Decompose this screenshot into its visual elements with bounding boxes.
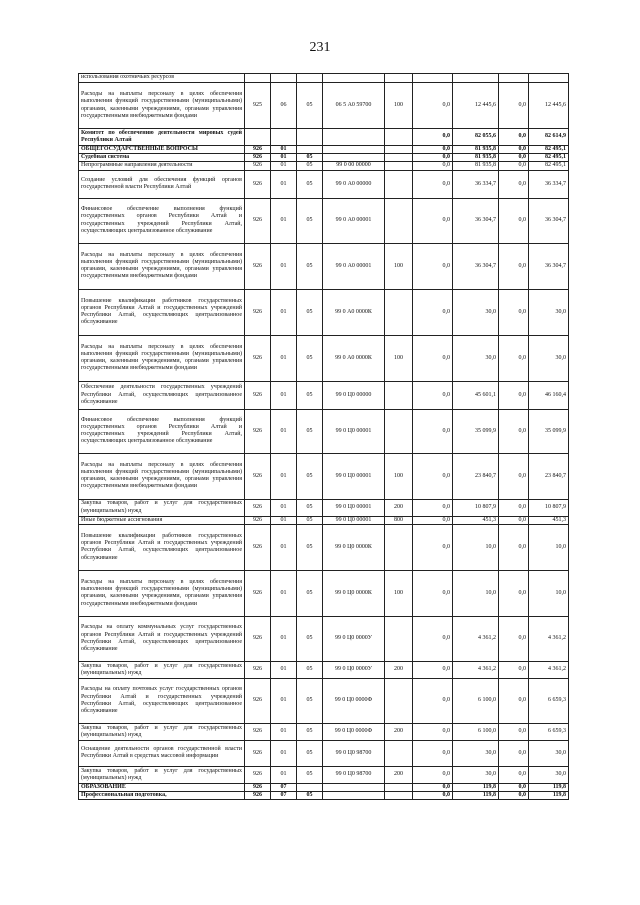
amount-3-cell: 0,0 — [499, 289, 529, 335]
amount-4-cell: 6 659,3 — [529, 678, 569, 723]
subsection-code-cell: 05 — [297, 289, 323, 335]
table-row — [79, 381, 569, 409]
expense-type-cell — [385, 74, 413, 83]
subsection-code-cell: 05 — [297, 616, 323, 661]
amount-1-cell: 0,0 — [413, 499, 453, 516]
target-article-cell: 99 0 А0 00001 — [323, 198, 385, 243]
amount-3-cell: 0,0 — [499, 162, 529, 170]
amount-4-cell: 82 495,1 — [529, 162, 569, 170]
amount-1-cell: 0,0 — [413, 243, 453, 289]
expense-type-cell — [385, 289, 413, 335]
amount-1-cell: 0,0 — [413, 335, 453, 381]
ved-code-cell: 926 — [245, 170, 271, 198]
amount-4-cell: 46 160,4 — [529, 381, 569, 409]
target-article-cell: 99 0 А0 0000К — [323, 335, 385, 381]
amount-2-cell: 4 361,2 — [453, 616, 499, 661]
ved-code-cell — [245, 129, 271, 146]
section-code-cell: 06 — [271, 83, 297, 129]
amount-4-cell: 82 495,1 — [529, 154, 569, 162]
amount-4-cell: 23 840,7 — [529, 453, 569, 499]
subsection-code-cell: 05 — [297, 335, 323, 381]
amount-2-cell: 10 807,9 — [453, 499, 499, 516]
ved-code-cell: 926 — [245, 409, 271, 453]
amount-3-cell: 0,0 — [499, 170, 529, 198]
target-article-cell — [323, 129, 385, 146]
row-name-cell: ОБРАЗОВАНИЕ — [79, 783, 245, 791]
row-name-cell: Расходы на выплаты персоналу в целях обеспечения выполнения функций государственными (муниципальными) органами, казенными учреждениями, органами управления государственными внебюджетными фондами — [79, 335, 245, 381]
amount-3-cell: 0,0 — [499, 381, 529, 409]
table-row — [79, 499, 569, 516]
row-name-cell: использования охотничьих ресурсов — [79, 74, 245, 83]
amount-3-cell: 0,0 — [499, 516, 529, 524]
expense-type-cell — [385, 409, 413, 453]
amount-1-cell — [413, 74, 453, 83]
section-code-cell: 01 — [271, 162, 297, 170]
row-name-cell: Повышение квалификации работников государственных органов Республики Алтай и государственных учреждений Республики Алтай, осуществляющих централизованное обслуживание — [79, 289, 245, 335]
subsection-code-cell — [297, 146, 323, 154]
section-code-cell: 01 — [271, 243, 297, 289]
expense-type-cell — [385, 170, 413, 198]
row-name-cell: Комитет по обеспечению деятельности мировых судей Республики Алтай — [79, 129, 245, 146]
table-row — [79, 243, 569, 289]
expense-type-cell: 800 — [385, 516, 413, 524]
target-article-cell — [323, 74, 385, 83]
amount-1-cell: 0,0 — [413, 792, 453, 800]
row-name-cell: Судебная система — [79, 154, 245, 162]
expense-type-cell — [385, 740, 413, 766]
amount-4-cell: 36 304,7 — [529, 198, 569, 243]
amount-1-cell: 0,0 — [413, 162, 453, 170]
expense-type-cell — [385, 198, 413, 243]
target-article-cell: 99 0 Ц0 98700 — [323, 740, 385, 766]
row-name-cell: Повышение квалификации работников государственных органов Республики Алтай и государственных учреждений Республики Алтай, осуществляющих централизованное обслуживание — [79, 524, 245, 570]
table-row — [79, 766, 569, 783]
amount-4-cell: 4 361,2 — [529, 661, 569, 678]
expense-type-cell — [385, 616, 413, 661]
amount-1-cell: 0,0 — [413, 381, 453, 409]
amount-1-cell: 0,0 — [413, 524, 453, 570]
subsection-code-cell: 05 — [297, 740, 323, 766]
amount-2-cell: 119,8 — [453, 783, 499, 791]
section-code-cell: 01 — [271, 381, 297, 409]
row-name-cell: Оснащение деятельности органов государственной власти Республики Алтай в средствах массовой информации — [79, 740, 245, 766]
section-code-cell: 01 — [271, 154, 297, 162]
expense-type-cell — [385, 381, 413, 409]
expense-type-cell — [385, 783, 413, 791]
expense-type-cell: 200 — [385, 766, 413, 783]
budget-table — [78, 73, 569, 800]
amount-4-cell: 36 334,7 — [529, 170, 569, 198]
section-code-cell: 01 — [271, 499, 297, 516]
subsection-code-cell: 05 — [297, 723, 323, 740]
row-name-cell: Финансовое обеспечение выполнения функций государственных органов Республики Алтай и государственных учреждений Республики Алтай, осуществляющих централизованное обслуживание — [79, 409, 245, 453]
section-code-cell: 01 — [271, 170, 297, 198]
ved-code-cell: 925 — [245, 83, 271, 129]
row-name-cell: Закупка товаров, работ и услуг для государственных (муниципальных) нужд — [79, 766, 245, 783]
ved-code-cell: 926 — [245, 524, 271, 570]
amount-2-cell: 35 099,9 — [453, 409, 499, 453]
ved-code-cell: 926 — [245, 783, 271, 791]
amount-1-cell: 0,0 — [413, 616, 453, 661]
amount-1-cell: 0,0 — [413, 570, 453, 616]
ved-code-cell: 926 — [245, 146, 271, 154]
row-name-cell: Расходы на выплаты персоналу в целях обеспечения выполнения функций государственными (муниципальными) органами, казенными учреждениями, органами управления государственными внебюджетными фондами — [79, 83, 245, 129]
ved-code-cell — [245, 74, 271, 83]
amount-1-cell: 0,0 — [413, 146, 453, 154]
amount-3-cell: 0,0 — [499, 83, 529, 129]
table-row — [79, 678, 569, 723]
amount-2-cell: 30,0 — [453, 289, 499, 335]
row-name-cell: Иные бюджетные ассигнования — [79, 516, 245, 524]
row-name-cell: Закупка товаров, работ и услуг для государственных (муниципальных) нужд — [79, 499, 245, 516]
ved-code-cell: 926 — [245, 381, 271, 409]
ved-code-cell: 926 — [245, 740, 271, 766]
amount-1-cell: 0,0 — [413, 83, 453, 129]
subsection-code-cell: 05 — [297, 766, 323, 783]
amount-2-cell: 451,3 — [453, 516, 499, 524]
row-name-cell: Финансовое обеспечение выполнения функций государственных органов Республики Алтай и государственных учреждений Республики Алтай, осуществляющих централизованное обслуживание — [79, 198, 245, 243]
section-code-cell: 01 — [271, 289, 297, 335]
section-code-cell: 01 — [271, 146, 297, 154]
amount-3-cell: 0,0 — [499, 243, 529, 289]
section-code-cell: 01 — [271, 766, 297, 783]
target-article-cell — [323, 146, 385, 154]
subsection-code-cell: 05 — [297, 83, 323, 129]
ved-code-cell: 926 — [245, 198, 271, 243]
subsection-code-cell: 05 — [297, 162, 323, 170]
amount-1-cell: 0,0 — [413, 766, 453, 783]
target-article-cell: 99 0 Ц0 0000К — [323, 524, 385, 570]
amount-2-cell: 81 935,8 — [453, 146, 499, 154]
section-code-cell: 01 — [271, 661, 297, 678]
section-code-cell — [271, 74, 297, 83]
amount-2-cell: 81 935,8 — [453, 162, 499, 170]
expense-type-cell — [385, 154, 413, 162]
table-row — [79, 83, 569, 129]
expense-type-cell — [385, 162, 413, 170]
amount-2-cell: 45 601,1 — [453, 381, 499, 409]
target-article-cell — [323, 792, 385, 800]
amount-1-cell: 0,0 — [413, 678, 453, 723]
amount-4-cell: 10,0 — [529, 524, 569, 570]
table-row — [79, 661, 569, 678]
amount-3-cell: 0,0 — [499, 524, 529, 570]
amount-3-cell: 0,0 — [499, 723, 529, 740]
amount-3-cell: 0,0 — [499, 678, 529, 723]
amount-4-cell: 10,0 — [529, 570, 569, 616]
subsection-code-cell: 05 — [297, 381, 323, 409]
target-article-cell: 06 5 А0 59700 — [323, 83, 385, 129]
amount-2-cell: 10,0 — [453, 570, 499, 616]
amount-2-cell: 36 334,7 — [453, 170, 499, 198]
target-article-cell: 99 0 А0 0000К — [323, 289, 385, 335]
amount-3-cell: 0,0 — [499, 154, 529, 162]
amount-2-cell: 10,0 — [453, 524, 499, 570]
amount-4-cell: 10 807,9 — [529, 499, 569, 516]
amount-2-cell: 36 304,7 — [453, 243, 499, 289]
amount-3-cell: 0,0 — [499, 766, 529, 783]
table-row — [79, 129, 569, 146]
subsection-code-cell: 05 — [297, 524, 323, 570]
subsection-code-cell: 05 — [297, 516, 323, 524]
section-code-cell: 01 — [271, 524, 297, 570]
target-article-cell: 99 0 А0 00001 — [323, 243, 385, 289]
table-row — [79, 516, 569, 524]
target-article-cell: 99 0 А0 00000 — [323, 170, 385, 198]
target-article-cell: 99 0 Ц0 00001 — [323, 453, 385, 499]
subsection-code-cell: 05 — [297, 409, 323, 453]
amount-2-cell: 12 445,6 — [453, 83, 499, 129]
target-article-cell: 99 0 Ц0 0000Ф — [323, 678, 385, 723]
expense-type-cell — [385, 524, 413, 570]
subsection-code-cell: 05 — [297, 170, 323, 198]
amount-1-cell: 0,0 — [413, 409, 453, 453]
target-article-cell: 99 0 Ц0 00001 — [323, 409, 385, 453]
ved-code-cell: 926 — [245, 516, 271, 524]
row-name-cell: Профессиональная подготовка, — [79, 792, 245, 800]
target-article-cell — [323, 154, 385, 162]
subsection-code-cell — [297, 783, 323, 791]
row-name-cell: Закупка товаров, работ и услуг для государственных (муниципальных) нужд — [79, 661, 245, 678]
expense-type-cell: 200 — [385, 723, 413, 740]
ved-code-cell: 926 — [245, 243, 271, 289]
amount-3-cell: 0,0 — [499, 198, 529, 243]
amount-1-cell: 0,0 — [413, 740, 453, 766]
amount-4-cell: 30,0 — [529, 289, 569, 335]
amount-3-cell — [499, 74, 529, 83]
subsection-code-cell: 05 — [297, 198, 323, 243]
table-row — [79, 723, 569, 740]
amount-4-cell: 451,3 — [529, 516, 569, 524]
target-article-cell: 99 0 00 00000 — [323, 162, 385, 170]
amount-1-cell: 0,0 — [413, 453, 453, 499]
amount-3-cell: 0,0 — [499, 616, 529, 661]
table-row — [79, 409, 569, 453]
target-article-cell: 99 0 Ц0 0000У — [323, 661, 385, 678]
ved-code-cell: 926 — [245, 766, 271, 783]
amount-3-cell: 0,0 — [499, 570, 529, 616]
target-article-cell: 99 0 Ц0 00000 — [323, 381, 385, 409]
target-article-cell: 99 0 Ц0 0000К — [323, 570, 385, 616]
section-code-cell: 07 — [271, 783, 297, 791]
subsection-code-cell: 05 — [297, 661, 323, 678]
amount-2-cell: 4 361,2 — [453, 661, 499, 678]
expense-type-cell — [385, 146, 413, 154]
target-article-cell — [323, 783, 385, 791]
row-name-cell: Расходы на выплаты персоналу в целях обеспечения выполнения функций государственными (муниципальными) органами, казенными учреждениями, органами управления государственными внебюджетными фондами — [79, 570, 245, 616]
section-code-cell: 01 — [271, 616, 297, 661]
expense-type-cell — [385, 792, 413, 800]
amount-4-cell: 12 445,6 — [529, 83, 569, 129]
ved-code-cell: 926 — [245, 616, 271, 661]
table-row — [79, 335, 569, 381]
row-name-cell: Непрограммные направления деятельности — [79, 162, 245, 170]
amount-1-cell: 0,0 — [413, 154, 453, 162]
section-code-cell — [271, 129, 297, 146]
amount-2-cell: 23 840,7 — [453, 453, 499, 499]
subsection-code-cell: 05 — [297, 243, 323, 289]
row-name-cell: Закупка товаров, работ и услуг для государственных (муниципальных) нужд — [79, 723, 245, 740]
amount-4-cell: 30,0 — [529, 335, 569, 381]
section-code-cell: 01 — [271, 570, 297, 616]
section-code-cell: 01 — [271, 516, 297, 524]
amount-1-cell: 0,0 — [413, 129, 453, 146]
amount-2-cell: 30,0 — [453, 335, 499, 381]
amount-3-cell: 0,0 — [499, 146, 529, 154]
target-article-cell: 99 0 Ц0 00001 — [323, 499, 385, 516]
ved-code-cell: 926 — [245, 162, 271, 170]
amount-1-cell: 0,0 — [413, 723, 453, 740]
table-row — [79, 453, 569, 499]
amount-2-cell: 36 304,7 — [453, 198, 499, 243]
amount-4-cell: 30,0 — [529, 740, 569, 766]
amount-4-cell: 119,8 — [529, 792, 569, 800]
amount-4-cell: 82 614,9 — [529, 129, 569, 146]
table-body — [79, 74, 569, 800]
amount-3-cell: 0,0 — [499, 409, 529, 453]
amount-4-cell — [529, 74, 569, 83]
table-row — [79, 170, 569, 198]
ved-code-cell: 926 — [245, 289, 271, 335]
amount-3-cell: 0,0 — [499, 335, 529, 381]
expense-type-cell: 100 — [385, 570, 413, 616]
subsection-code-cell: 05 — [297, 570, 323, 616]
ved-code-cell: 926 — [245, 499, 271, 516]
ved-code-cell: 926 — [245, 453, 271, 499]
expense-type-cell — [385, 678, 413, 723]
target-article-cell: 99 0 Ц0 00001 — [323, 516, 385, 524]
ved-code-cell: 926 — [245, 678, 271, 723]
target-article-cell: 99 0 Ц0 0000У — [323, 616, 385, 661]
amount-2-cell: 119,8 — [453, 792, 499, 800]
expense-type-cell: 100 — [385, 243, 413, 289]
amount-4-cell: 6 659,3 — [529, 723, 569, 740]
section-code-cell: 01 — [271, 409, 297, 453]
table-row — [79, 740, 569, 766]
table-row — [79, 570, 569, 616]
amount-2-cell: 30,0 — [453, 766, 499, 783]
amount-4-cell: 4 361,2 — [529, 616, 569, 661]
subsection-code-cell: 05 — [297, 678, 323, 723]
row-name-cell: Расходы на выплаты персоналу в целях обеспечения выполнения функций государственными (муниципальными) органами, казенными учреждениями, органами управления государственными внебюджетными фондами — [79, 243, 245, 289]
amount-1-cell: 0,0 — [413, 289, 453, 335]
amount-4-cell: 35 099,9 — [529, 409, 569, 453]
ved-code-cell: 926 — [245, 661, 271, 678]
amount-3-cell: 0,0 — [499, 661, 529, 678]
amount-3-cell: 0,0 — [499, 499, 529, 516]
subsection-code-cell — [297, 129, 323, 146]
ved-code-cell: 926 — [245, 335, 271, 381]
subsection-code-cell: 05 — [297, 499, 323, 516]
amount-1-cell: 0,0 — [413, 661, 453, 678]
section-code-cell: 07 — [271, 792, 297, 800]
table-row — [79, 154, 569, 162]
amount-2-cell: 30,0 — [453, 740, 499, 766]
expense-type-cell: 200 — [385, 661, 413, 678]
row-name-cell: Создание условий для обеспечения функций органов государственной власти Республики Алтай — [79, 170, 245, 198]
page-number: 231 — [309, 40, 331, 55]
amount-3-cell: 0,0 — [499, 783, 529, 791]
table-row — [79, 74, 569, 83]
amount-2-cell: 6 100,0 — [453, 723, 499, 740]
amount-3-cell: 0,0 — [499, 129, 529, 146]
ved-code-cell: 926 — [245, 570, 271, 616]
row-name-cell: Обеспечение деятельности государственных учреждений Республики Алтай, осуществляющих централизованное обслуживание — [79, 381, 245, 409]
subsection-code-cell: 05 — [297, 453, 323, 499]
subsection-code-cell — [297, 74, 323, 83]
section-code-cell: 01 — [271, 198, 297, 243]
amount-4-cell: 30,0 — [529, 766, 569, 783]
table-row — [79, 783, 569, 791]
target-article-cell: 99 0 Ц0 98700 — [323, 766, 385, 783]
expense-type-cell: 100 — [385, 335, 413, 381]
amount-1-cell: 0,0 — [413, 198, 453, 243]
subsection-code-cell: 05 — [297, 792, 323, 800]
expense-type-cell: 200 — [385, 499, 413, 516]
row-name-cell: Расходы на оплату коммунальных услуг государственных органов Республики Алтай и государственных учреждений Республики Алтай, осуществляющих централизованное обслуживание — [79, 616, 245, 661]
row-name-cell: ОБЩЕГОСУДАРСТВЕННЫЕ ВОПРОСЫ — [79, 146, 245, 154]
table-row — [79, 616, 569, 661]
amount-1-cell: 0,0 — [413, 516, 453, 524]
expense-type-cell: 100 — [385, 453, 413, 499]
expense-type-cell: 100 — [385, 83, 413, 129]
amount-2-cell: 81 935,8 — [453, 154, 499, 162]
section-code-cell: 01 — [271, 335, 297, 381]
amount-4-cell: 82 495,1 — [529, 146, 569, 154]
amount-2-cell: 82 055,6 — [453, 129, 499, 146]
table-row — [79, 146, 569, 154]
subsection-code-cell: 05 — [297, 154, 323, 162]
table-row — [79, 162, 569, 170]
ved-code-cell: 926 — [245, 792, 271, 800]
table-row — [79, 198, 569, 243]
section-code-cell: 01 — [271, 740, 297, 766]
ved-code-cell: 926 — [245, 154, 271, 162]
amount-3-cell: 0,0 — [499, 453, 529, 499]
target-article-cell: 99 0 Ц0 0000Ф — [323, 723, 385, 740]
section-code-cell: 01 — [271, 453, 297, 499]
table-row — [79, 524, 569, 570]
amount-3-cell: 0,0 — [499, 792, 529, 800]
row-name-cell: Расходы на выплаты персоналу в целях обеспечения выполнения функций государственными (муниципальными) органами, казенными учреждениями, органами управления государственными внебюджетными фондами — [79, 453, 245, 499]
amount-3-cell: 0,0 — [499, 740, 529, 766]
row-name-cell: Расходы на оплату почтовых услуг государственных органов Республики Алтай и государственных учреждений Республики Алтай, осуществляющих централизованное обслуживание — [79, 678, 245, 723]
section-code-cell: 01 — [271, 678, 297, 723]
amount-4-cell: 119,8 — [529, 783, 569, 791]
section-code-cell: 01 — [271, 723, 297, 740]
amount-2-cell — [453, 74, 499, 83]
amount-4-cell: 36 304,7 — [529, 243, 569, 289]
amount-2-cell: 6 100,0 — [453, 678, 499, 723]
amount-1-cell: 0,0 — [413, 170, 453, 198]
expense-type-cell — [385, 129, 413, 146]
ved-code-cell: 926 — [245, 723, 271, 740]
table-row — [79, 289, 569, 335]
table-row — [79, 792, 569, 800]
amount-1-cell: 0,0 — [413, 783, 453, 791]
